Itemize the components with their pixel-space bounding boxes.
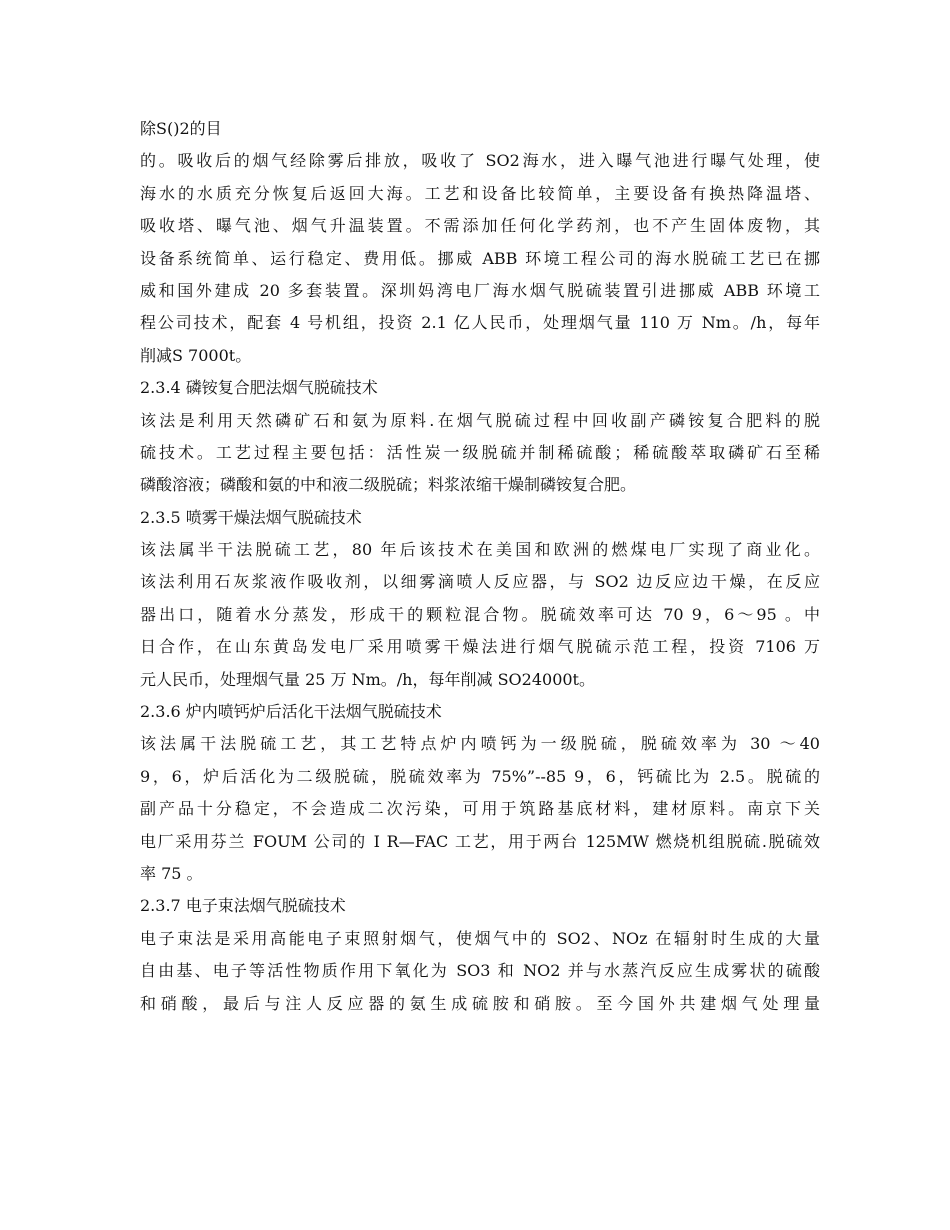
- text-line: 的。吸收后的烟气经除雾后排放，吸收了 SO2海水，进入曝气池进行曝气处理，使: [140, 151, 820, 171]
- text-line: 和硝酸，最后与注人反应器的氨生成硫胺和硝胺。至今国外共建烟气处理量: [140, 993, 820, 1013]
- text-line: 磷酸溶液；磷酸和氨的中和液二级脱硫；料浆浓缩干燥制磷铵复合肥。: [140, 475, 637, 495]
- section-heading: 2.3.4 磷铵复合肥法烟气脱硫技术: [140, 378, 378, 398]
- text-line: 海水的水质充分恢复后返回大海。工艺和设备比较简单，主要设备有换热降温塔、: [140, 183, 820, 203]
- section-heading: 2.3.5 喷雾干燥法烟气脱硫技术: [140, 507, 362, 527]
- text-line: 程公司技术，配套 4 号机组，投资 2.1 亿人民币，处理烟气量 110 万 Nm。/h，每年: [140, 313, 820, 333]
- text-line: 日合作，在山东黄岛发电厂采用喷雾干燥法进行烟气脱硫示范工程，投资 7106 万: [140, 637, 820, 657]
- text-line: 9，6，炉后活化为二级脱硫，脱硫效率为 75%”--85 9，6，钙硫比为 2.5。脱硫的: [140, 766, 820, 786]
- section-heading: 2.3.7 电子束法烟气脱硫技术: [140, 896, 346, 916]
- text-line: 硫技术。工艺过程主要包括：活性炭一级脱硫并制稀硫酸；稀硫酸萃取磷矿石至稀: [140, 442, 820, 462]
- text-line: 该法属干法脱硫工艺，其工艺特点炉内喷钙为一级脱硫，脱硫效率为 30 ～40: [140, 734, 820, 754]
- text-line: 电子束法是采用高能电子束照射烟气，使烟气中的 SO2、NOz 在辐射时生成的大量: [140, 928, 820, 948]
- text-line: 设备系统简单、运行稳定、费用低。挪威 ABB 环境工程公司的海水脱硫工艺已在挪: [140, 248, 820, 268]
- text-line: 削减S 7000t。: [140, 345, 252, 365]
- text-line: 元人民币，处理烟气量 25 万 Nm。/h，每年削减 SO24000t。: [140, 669, 595, 689]
- text-line: 该法利用石灰浆液作吸收剂，以细雾滴喷人反应器，与 SO2 边反应边干燥，在反应: [140, 572, 820, 592]
- text-line: 除S()2的目: [140, 119, 222, 138]
- text-line: 自由基、电子等活性物质作用下氧化为 SO3 和 NO2 并与水蒸汽反应生成雾状的硫酸: [140, 961, 820, 981]
- text-line: 吸收塔、曝气池、烟气升温装置。不需添加任何化学药剂，也不产生固体废物，其: [140, 216, 820, 236]
- text-line: 器出口，随着水分蒸发，形成干的颗粒混合物。脱硫效率可达 70 9，6～95 。中: [140, 604, 820, 624]
- section-heading: 2.3.6 炉内喷钙炉后活化干法烟气脱硫技术: [140, 702, 442, 722]
- text-line: 该法属半干法脱硫工艺，80 年后该技术在美国和欧洲的燃煤电厂实现了商业化。: [140, 540, 820, 560]
- text-line: 电厂采用芬兰 FOUM 公司的 I R—FAC 工艺，用于两台 125MW 燃烧机组脱硫.脱硫效: [140, 831, 820, 851]
- text-line: 副产品十分稳定，不会造成二次污染，可用于筑路基底材料，建材原料。南京下关: [140, 799, 820, 819]
- text-line: 该法是利用天然磷矿石和氨为原料.在烟气脱硫过程中回收副产磷铵复合肥料的脱: [140, 410, 820, 430]
- text-line: 率 75 。: [140, 863, 203, 883]
- text-line: 威和国外建成 20 多套装置。深圳妈湾电厂海水烟气脱硫装置引进挪威 ABB 环境工: [140, 280, 820, 300]
- document-body: [140, 113, 820, 1020]
